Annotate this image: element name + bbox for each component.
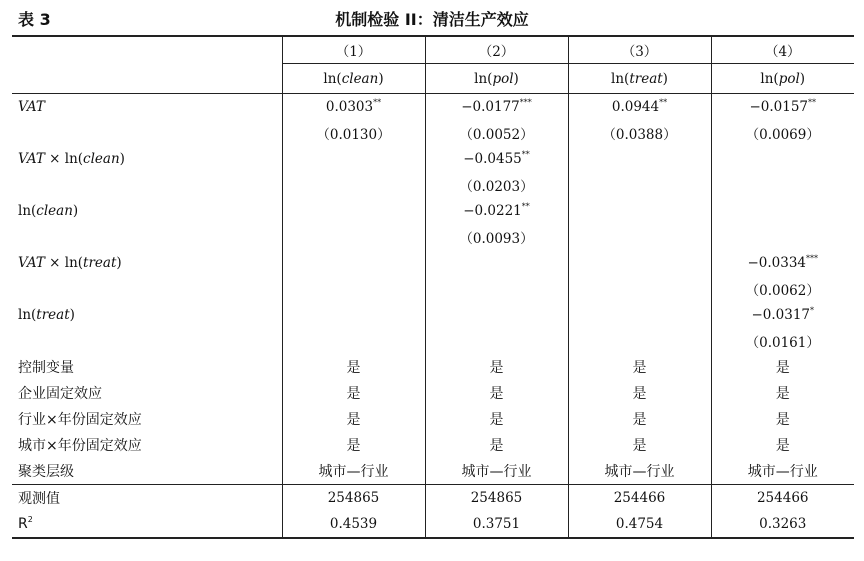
standard-error-cell: [568, 120, 711, 146]
se-row: [12, 224, 854, 250]
variable-close: ): [116, 255, 122, 271]
stat-value: [568, 485, 711, 512]
significance-stars: ***: [519, 98, 532, 107]
control-value-text: 是: [775, 386, 790, 402]
control-row: [12, 354, 854, 380]
column-number-label: （4）: [764, 44, 801, 60]
coefficient-value: [747, 255, 818, 271]
control-value: [711, 380, 854, 406]
coefficient-value: [463, 203, 530, 219]
control-value-text: 是: [489, 412, 504, 428]
coefficient-cell: [282, 146, 425, 172]
dependent-var-name: treat: [629, 70, 663, 87]
coefficient-cell: [282, 94, 425, 121]
dependent-variable: ln(treat): [568, 64, 711, 94]
coefficient-value: [751, 307, 814, 323]
coefficient-cell: [568, 146, 711, 172]
se-row: [12, 172, 854, 198]
coefficient-value: [749, 99, 816, 115]
variable-name: treat: [36, 307, 70, 323]
standard-error-cell: [425, 120, 568, 146]
standard-error-cell: [711, 328, 854, 354]
control-value: [711, 354, 854, 380]
column-number-label: （1）: [335, 44, 372, 60]
stat-row: [12, 485, 854, 512]
dependent-variable: ln(clean): [282, 64, 425, 94]
coefficient-cell: [568, 302, 711, 328]
control-value: [425, 458, 568, 485]
stat-value-text: 0.3751: [472, 516, 521, 532]
coefficient-number: −0.0334: [747, 255, 807, 271]
dependent-variable: ln(pol): [711, 64, 854, 94]
coefficient-cell: [282, 302, 425, 328]
column-number: [425, 36, 568, 64]
variable-operator: × ln(: [44, 151, 84, 167]
dependent-var-name: pol: [492, 70, 514, 87]
coefficient-number: −0.0177: [461, 99, 520, 115]
stat-value: [711, 485, 854, 512]
standard-error-cell: [425, 224, 568, 250]
column-number: [282, 36, 425, 64]
standard-error: （0.0161）: [745, 335, 820, 351]
standard-error-cell: [711, 172, 854, 198]
coefficient-cell: [282, 198, 425, 224]
variable-name: VAT: [18, 255, 45, 271]
control-value: [568, 432, 711, 458]
control-label-text: 企业固定效应: [18, 386, 102, 402]
variable-operator: × ln(: [44, 255, 84, 271]
control-label-text: 行业×年份固定效应: [18, 412, 142, 428]
standard-error-cell: [711, 276, 854, 302]
coefficient-cell: [711, 250, 854, 276]
standard-error: （0.0062）: [745, 283, 820, 299]
control-value: [711, 458, 854, 485]
header-stub: [12, 36, 282, 64]
stat-value: [282, 511, 425, 538]
control-value-text: 城市—行业: [461, 464, 532, 480]
dependent-var-name: clean: [341, 70, 379, 87]
stat-value-text: 254466: [756, 490, 809, 506]
coefficient-cell: [568, 198, 711, 224]
stat-value-text: 254865: [470, 490, 523, 506]
stat-value: [282, 485, 425, 512]
variable-name: clean: [83, 151, 120, 167]
standard-error-cell: [282, 328, 425, 354]
standard-error-cell: [568, 224, 711, 250]
stat-value: [425, 511, 568, 538]
control-value-text: 是: [346, 438, 361, 454]
control-label-text: 控制变量: [18, 360, 74, 376]
se-row: [12, 120, 854, 146]
standard-error: （0.0069）: [745, 127, 820, 143]
table-number: 表 3: [18, 10, 51, 29]
control-value-text: 是: [632, 412, 647, 428]
control-value: [282, 432, 425, 458]
header-stub: [12, 64, 282, 94]
significance-stars: ***: [806, 254, 819, 263]
column-number-label: （2）: [478, 44, 515, 60]
dependent-fn: ln: [611, 70, 625, 87]
coef-row: [12, 198, 854, 224]
control-value-text: 是: [632, 360, 647, 376]
dependent-variable: ln(pol): [425, 64, 568, 94]
control-value-text: 是: [346, 412, 361, 428]
control-value-text: 是: [346, 360, 361, 376]
standard-error-cell: [282, 172, 425, 198]
control-row: [12, 458, 854, 485]
stat-value: [425, 485, 568, 512]
se-stub: [12, 276, 282, 302]
se-row: [12, 328, 854, 354]
column-number: [568, 36, 711, 64]
control-value-text: 城市—行业: [604, 464, 675, 480]
stat-value-text: 0.4754: [615, 516, 664, 532]
standard-error-cell: [568, 172, 711, 198]
coefficient-number: −0.0317: [751, 307, 811, 323]
control-value-text: 是: [346, 386, 361, 402]
table-title: 机制检验 II：清洁生产效应: [335, 10, 529, 29]
column-number: [711, 36, 854, 64]
se-stub: [12, 224, 282, 250]
stat-label-sup: 2: [27, 515, 33, 524]
coefficient-number: −0.0455: [463, 151, 522, 167]
coef-row: [12, 302, 854, 328]
control-label: [12, 458, 282, 485]
coefficient-cell: [425, 198, 568, 224]
stat-label: [12, 485, 282, 512]
significance-stars: **: [521, 202, 530, 211]
coefficient-cell: [711, 198, 854, 224]
control-value-text: 是: [489, 360, 504, 376]
dependent-var-name: pol: [778, 70, 800, 87]
variable-name: treat: [83, 255, 117, 271]
standard-error-cell: [711, 120, 854, 146]
control-label-text: 聚类层级: [18, 464, 74, 480]
coefficient-cell: [711, 146, 854, 172]
coefficient-value: [612, 99, 667, 115]
control-value-text: 城市—行业: [747, 464, 818, 480]
stat-value: [711, 511, 854, 538]
dependent-fn: ln: [760, 70, 774, 87]
control-value: [282, 380, 425, 406]
variable-label: [12, 146, 282, 172]
coef-row: [12, 146, 854, 172]
coefficient-cell: [425, 146, 568, 172]
control-row: [12, 432, 854, 458]
regression-table-body: [12, 36, 854, 538]
standard-error-cell: [568, 276, 711, 302]
stat-value-text: 254865: [327, 490, 380, 506]
coefficient-number: 0.0944: [611, 99, 660, 115]
significance-stars: **: [659, 98, 668, 107]
coefficient-cell: [425, 250, 568, 276]
control-row: [12, 380, 854, 406]
variable-label: [12, 198, 282, 224]
standard-error-cell: [282, 120, 425, 146]
se-row: [12, 276, 854, 302]
significance-stars: **: [373, 98, 382, 107]
standard-error: （0.0052）: [459, 127, 534, 143]
control-label: [12, 432, 282, 458]
se-stub: [12, 328, 282, 354]
dependent-fn: ln: [323, 70, 337, 87]
coefficient-number: −0.0221: [463, 203, 522, 219]
significance-stars: *: [810, 306, 815, 315]
stat-row: [12, 511, 854, 538]
control-value-text: 是: [489, 386, 504, 402]
control-label-text: 城市×年份固定效应: [18, 438, 142, 454]
stat-value-text: 0.4539: [329, 516, 378, 532]
control-value: [568, 458, 711, 485]
coefficient-number: 0.0303: [325, 99, 374, 115]
variable-close: ): [72, 203, 79, 219]
se-stub: [12, 120, 282, 146]
control-value: [425, 432, 568, 458]
control-value: [568, 354, 711, 380]
coefficient-cell: [425, 302, 568, 328]
standard-error-cell: [282, 276, 425, 302]
control-value-text: 是: [775, 360, 790, 376]
coefficient-value: [461, 99, 532, 115]
coef-row: [12, 94, 854, 121]
control-value: [282, 458, 425, 485]
standard-error: （0.0130）: [316, 127, 391, 143]
standard-error-cell: [568, 328, 711, 354]
coefficient-number: −0.0157: [749, 99, 809, 115]
regression-table: [12, 35, 854, 539]
variable-name: VAT: [18, 151, 45, 167]
standard-error-cell: [425, 328, 568, 354]
coefficient-value: [326, 99, 381, 115]
control-label: [12, 380, 282, 406]
control-value-text: 城市—行业: [318, 464, 389, 480]
header-row-dependent: [12, 64, 854, 94]
control-value: [711, 406, 854, 432]
stat-label-text: 观测值: [18, 491, 60, 507]
coefficient-cell: [568, 94, 711, 121]
variable-close: ): [119, 151, 125, 167]
control-value-text: 是: [489, 438, 504, 454]
coefficient-cell: [711, 302, 854, 328]
stat-value-text: 254466: [613, 490, 666, 506]
control-value: [282, 406, 425, 432]
variable-operator: ln(: [18, 203, 37, 219]
stat-value-text: 0.3263: [759, 516, 807, 532]
control-value: [568, 380, 711, 406]
significance-stars: **: [808, 98, 817, 107]
control-value: [568, 406, 711, 432]
column-number-label: （3）: [621, 44, 658, 60]
control-label: [12, 406, 282, 432]
control-value: [425, 380, 568, 406]
coefficient-cell: [568, 250, 711, 276]
significance-stars: **: [521, 150, 530, 159]
variable-name: clean: [36, 203, 73, 219]
coefficient-cell: [425, 94, 568, 121]
variable-operator: ln(: [18, 307, 37, 323]
standard-error: （0.0093）: [459, 231, 534, 247]
control-value-text: 是: [632, 438, 647, 454]
standard-error-cell: [282, 224, 425, 250]
standard-error: （0.0388）: [602, 127, 677, 143]
variable-label: [12, 250, 282, 276]
stat-label-text: R: [18, 516, 28, 532]
control-value-text: 是: [632, 386, 647, 402]
table-caption: [0, 5, 864, 29]
coefficient-value: [463, 151, 530, 167]
control-value: [425, 406, 568, 432]
control-row: [12, 406, 854, 432]
stat-label: [12, 511, 282, 538]
coef-row: [12, 250, 854, 276]
variable-close: ): [69, 307, 75, 323]
standard-error-cell: [425, 276, 568, 302]
variable-name: VAT: [18, 99, 45, 115]
coefficient-cell: [282, 250, 425, 276]
variable-label: [12, 302, 282, 328]
control-value: [282, 354, 425, 380]
standard-error: （0.0203）: [459, 179, 534, 195]
control-label: [12, 354, 282, 380]
dependent-fn: ln: [474, 70, 488, 87]
stat-value: [568, 511, 711, 538]
variable-label: [12, 94, 282, 121]
control-value-text: 是: [775, 438, 790, 454]
coefficient-cell: [711, 94, 854, 121]
se-stub: [12, 172, 282, 198]
standard-error-cell: [425, 172, 568, 198]
control-value-text: 是: [775, 412, 790, 428]
control-value: [711, 432, 854, 458]
standard-error-cell: [711, 224, 854, 250]
control-value: [425, 354, 568, 380]
header-row-numbers: [12, 36, 854, 64]
